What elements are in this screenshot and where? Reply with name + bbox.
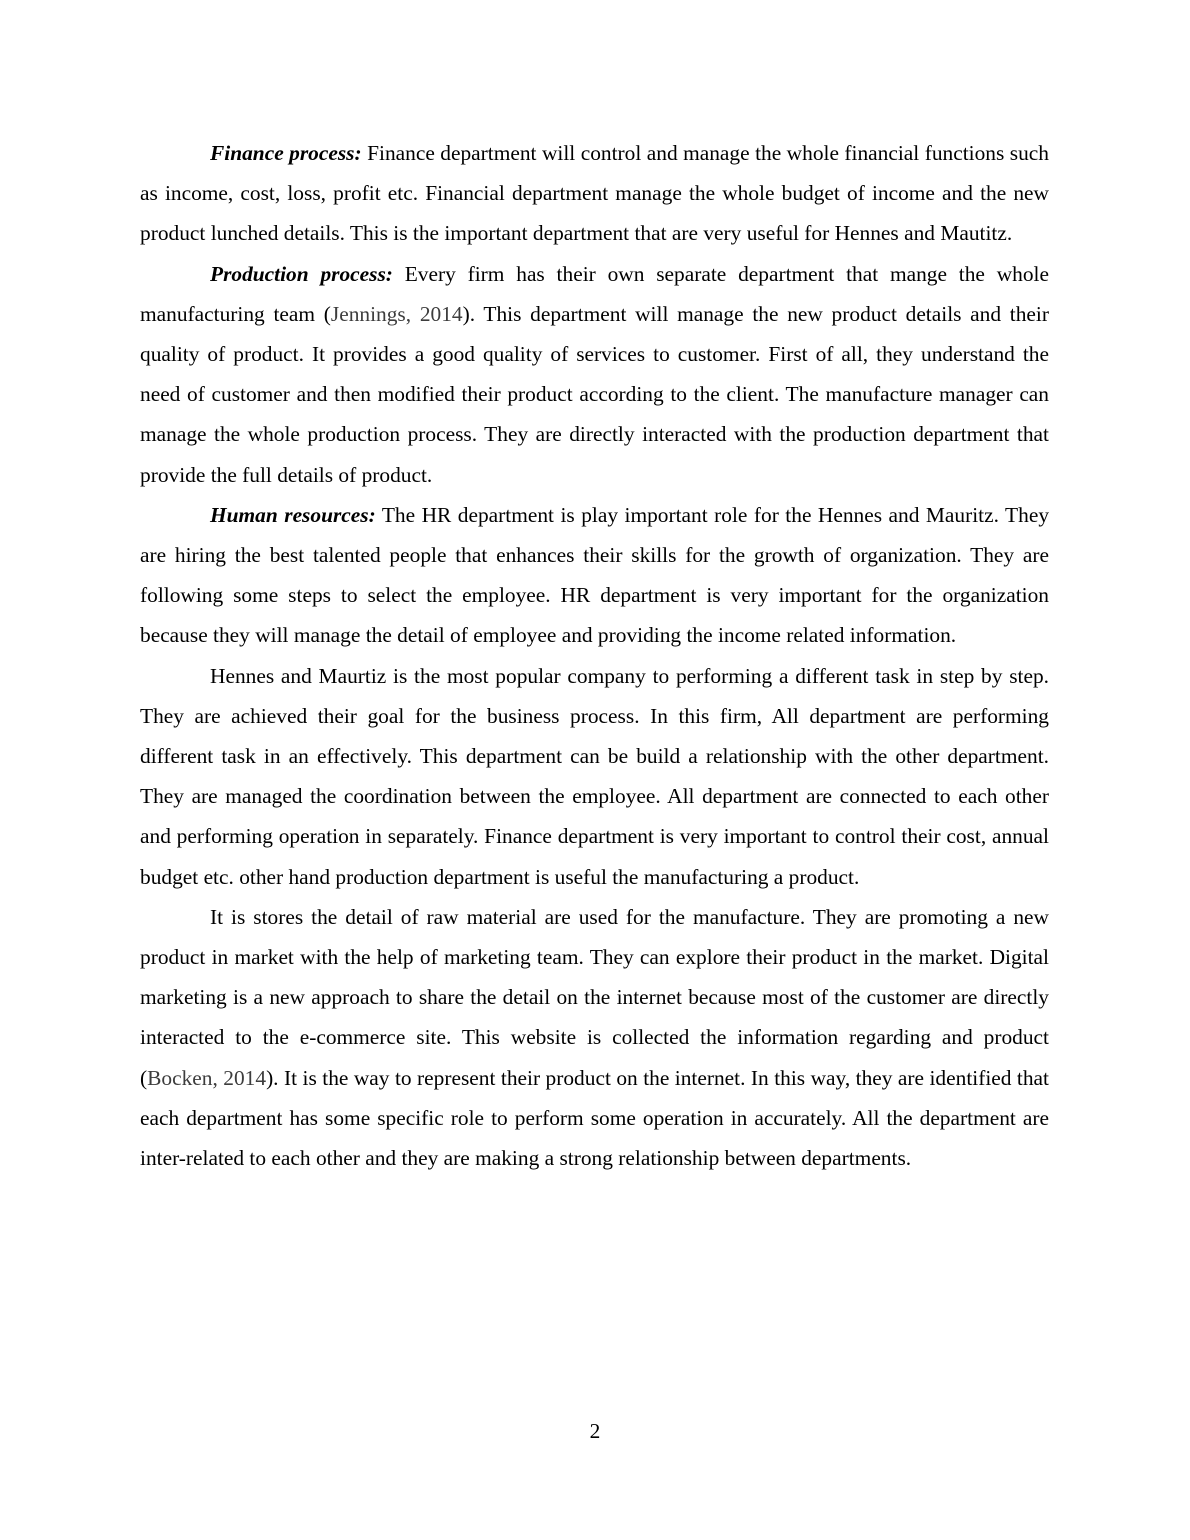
paragraph-marketing-text-after: ). It is the way to represent their product on the internet. In this way, they are identified that each department has some specific role to perform some operation in accurately. All the department are inter-related to each other and they are making a strong relationship between departments.: [140, 1065, 1049, 1171]
citation-jennings: Jennings, 2014: [330, 301, 463, 326]
citation-bocken: Bocken, 2014: [147, 1065, 267, 1090]
paragraph-production-text-after: ). This department will manage the new product details and their quality of product. It provides a good quality of services to customer. First of all, they understand the need of customer and then modified their product according to the client. The manufacture manager can manage the whole production process. They are directly interacted with the production department that provide the full details of product.: [140, 301, 1049, 487]
paragraph-production-process: [140, 254, 1049, 495]
document-body: [140, 133, 1049, 1178]
heading-human-resources: Human resources:: [210, 502, 376, 527]
paragraph-department-overview: [140, 656, 1049, 897]
paragraph-marketing: [140, 897, 1049, 1178]
paragraph-finance-text: Finance department will control and manage the whole financial functions such as income, cost, loss, profit etc. Financial department manage the whole budget of income and the new product lunched details. This is the important department that are very useful for Hennes and Mautitz.: [140, 141, 1049, 246]
paragraph-human-resources: [140, 495, 1049, 656]
paragraph-human-resources-text: The HR department is play important role for the Hennes and Mauritz. They are hiring the best talented people that enhances their skills for the growth of organization. They are following some steps to select the employee. HR department is very important for the organization because they will manage the detail of employee and providing the income related information.: [140, 502, 1050, 648]
paragraph-marketing-text-before: It is stores the detail of raw material are used for the manufacture. They are promoting a new product in market with the help of marketing team. They can explore their product in the market. Digital marketing is a new approach to share the detail on the internet because most of the customer are directly interacted to the e-commerce site. This website is collected the information regarding and product (: [140, 904, 1049, 1090]
paragraph-production-text-before: Every firm has their own separate department that mange the whole manufacturing team (: [140, 261, 1049, 326]
paragraph-finance-process: [140, 133, 1049, 254]
page-number: 2: [589, 1419, 601, 1443]
heading-finance-process: Finance process:: [210, 141, 362, 165]
paragraph-department-overview-text: Hennes and Maurtiz is the most popular company to performing a different task in step by step. They are achieved their goal for the business process. In this firm, All department are performing different task in an effectively. This department can be build a relationship with the other department. They are managed the coordination between the employee. All department are connected to each other and performing operation in separately. Finance department is very important to control their cost, annual budget etc. other hand production department is useful the manufacturing a product.: [140, 663, 1049, 889]
heading-production-process: Production process:: [210, 261, 393, 286]
